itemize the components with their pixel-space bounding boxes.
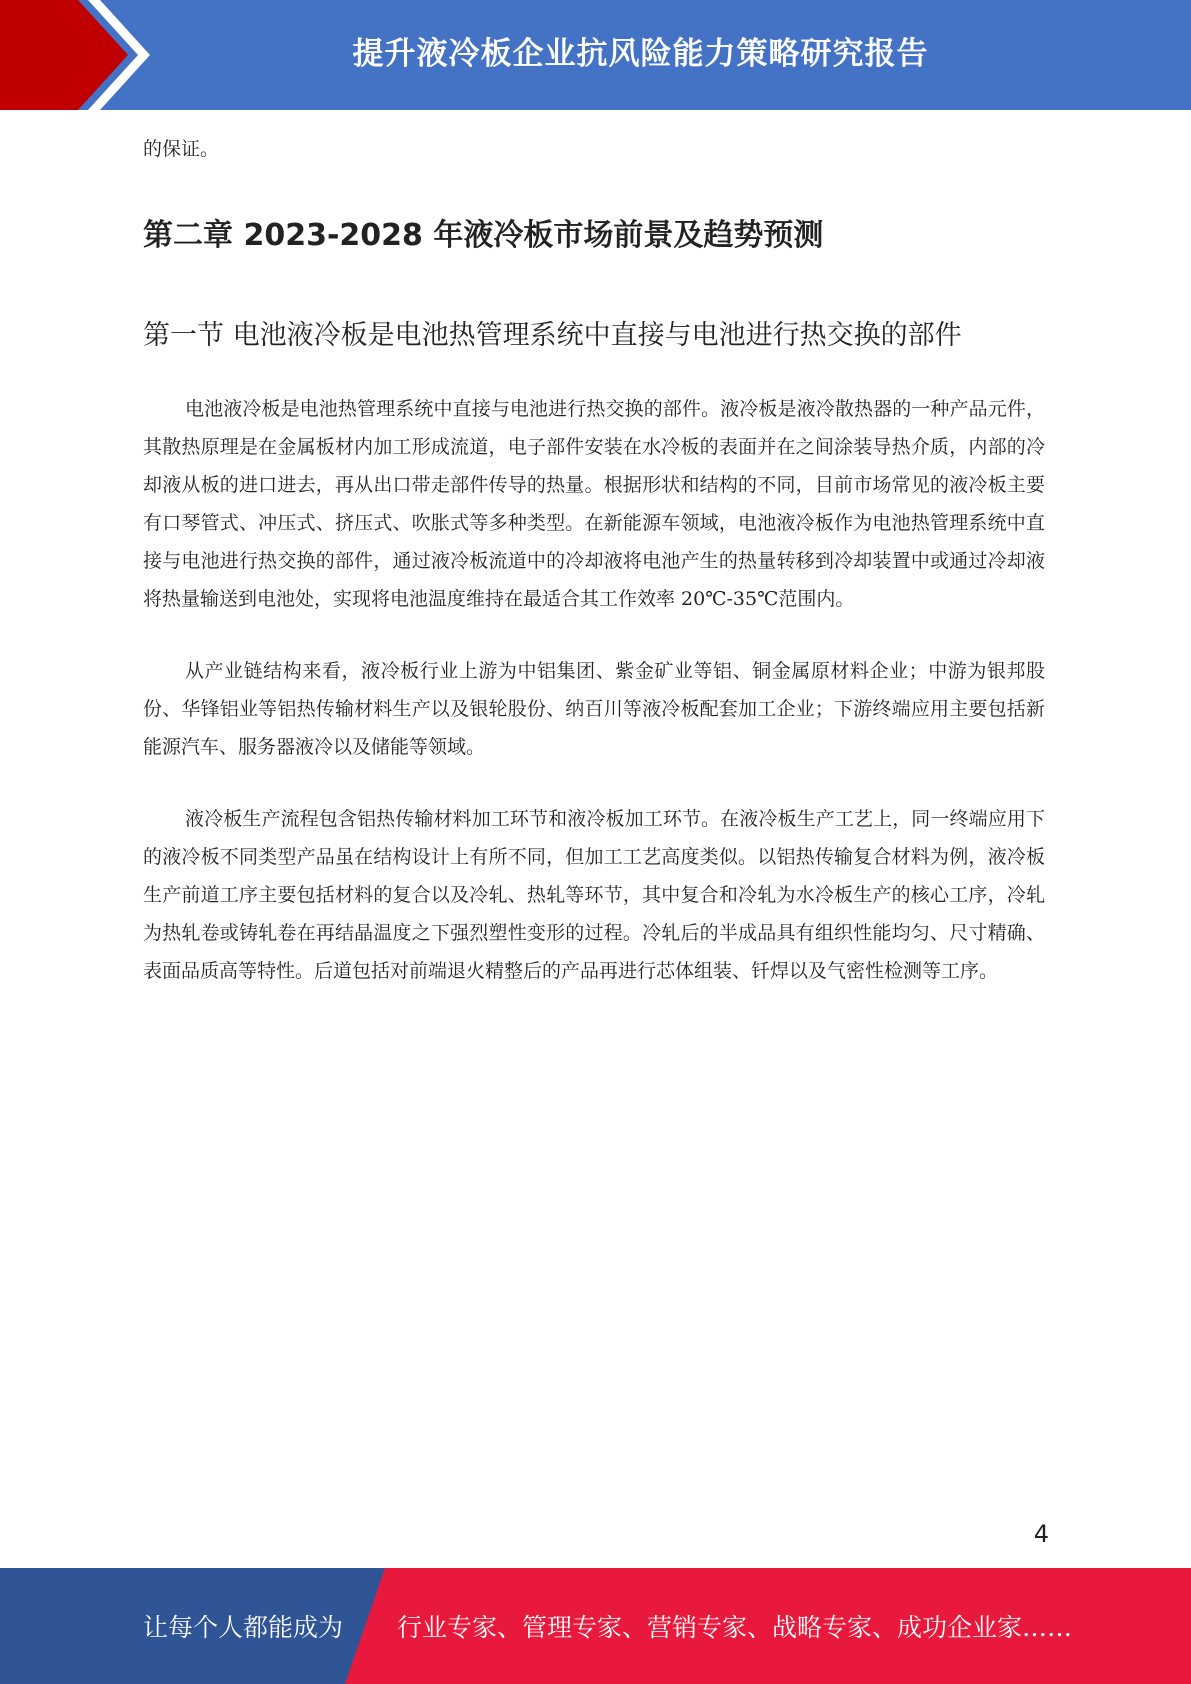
chapter-title: 第二章 2023-2028 年液冷板市场前景及趋势预测 [143, 218, 824, 253]
page-content [143, 130, 1045, 990]
page-number: 4 [1033, 1520, 1049, 1548]
section-title: 第一节 电池液冷板是电池热管理系统中直接与电池进行热交换的部件 [143, 320, 962, 351]
paragraph-1: 电池液冷板是电池热管理系统中直接与电池进行热交换的部件。液冷板是液冷散热器的一种产品元件，其散热原理是在金属板材内加工形成流道，电子部件安装在水冷板的表面并在之间涂装导热介质，内部的冷却液从板的进口进去，再从出口带走部件传导的热量。根据形状和结构的不同，目前市场常见的液冷板主要有口琴管式、冲压式、挤压式、吹胀式等多种类型。在新能源车领域，电池液冷板作为电池热管理系统中直接与电池进行热交换的部件，通过液冷板流道中的冷却液将电池产生的热量转移到冷却装置中或通过冷却液将热量输送到电池处，实现将电池温度维持在最适合其工作效率 20℃-35℃范围内。 [143, 398, 1045, 610]
footer-slogan-right: 行业专家、管理专家、营销专家、战略专家、成功企业家…… [397, 1613, 1073, 1642]
paragraph-2: 从产业链结构来看，液冷板行业上游为中铝集团、紫金矿业等铝、铜金属原材料企业；中游为银邦股份、华锋铝业等铝热传输材料生产以及银轮股份、纳百川等液冷板配套加工企业；下游终端应用主要包括新能源汽车、服务器液冷以及储能等领域。 [143, 660, 1045, 758]
footer-slogan-left: 让每个人都能成为 [143, 1613, 344, 1642]
lead-text: 的保证。 [143, 138, 220, 160]
page-header [0, 0, 1191, 110]
page-footer [0, 1568, 1191, 1684]
report-title: 提升液冷板企业抗风险能力策略研究报告 [352, 35, 929, 72]
paragraph-3: 液冷板生产流程包含铝热传输材料加工环节和液冷板加工环节。在液冷板生产工艺上，同一终端应用下的液冷板不同类型产品虽在结构设计上有所不同，但加工工艺高度类似。以铝热传输复合材料为例，液冷板生产前道工序主要包括材料的复合以及冷轧、热轧等环节，其中复合和冷轧为水冷板生产的核心工序，冷轧为热轧卷或铸轧卷在再结晶温度之下强烈塑性变形的过程。冷轧后的半成品具有组织性能均匀、尺寸精确、表面品质高等特性。后道包括对前端退火精整后的产品再进行芯体组装、钎焊以及气密性检测等工序。 [143, 808, 1045, 982]
